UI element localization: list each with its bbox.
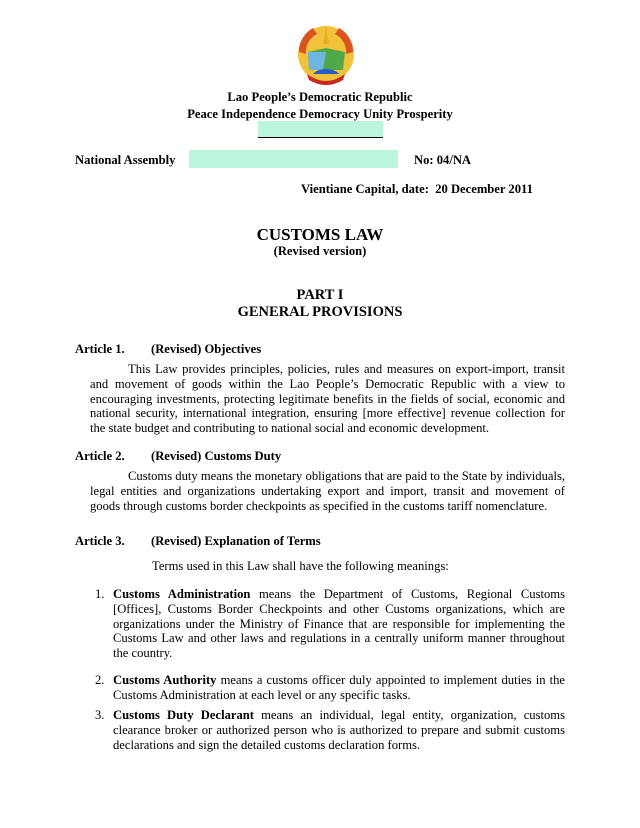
- law-number: No: 04/NA: [414, 153, 472, 167]
- article-3-heading: Article 3. (Revised) Explanation of Terms: [75, 534, 321, 548]
- term-item: 3. Customs Duty Declarant means an individual, legal entity, organization, customs clearance broker or authorized person who is authorized to prepare and submit customs declarations and sign the detailed customs declaration forms.: [95, 708, 565, 752]
- article-1-text: This Law provides principles, policies, rules and measures on export-import, transit and movement of goods within the Lao People’s Democratic Republic with a view to encouraging investments, protecting legitimate benefits in the fields of social, economic and national security, international integration, ensuring [more effective] revenue collection for the state budget and contributing to national social and economic development.: [90, 362, 565, 436]
- national-emblem: [293, 22, 359, 86]
- article-1-heading: Article 1. (Revised) Objectives: [75, 342, 262, 356]
- article-2-text: Customs duty means the monetary obligations that are paid to the State by individuals, legal entities and organizations undertaking export and import, transit and movement of goods through customs border checkpoints as specified in the customs tariff nomenclature.: [90, 469, 565, 513]
- term-item: 2. Customs Authority means a customs officer duly appointed to implement duties in the Customs Administration at each level or any specific tasks.: [95, 673, 565, 702]
- part-name: GENERAL PROVISIONS: [237, 304, 403, 320]
- date: Vientiane Capital, date: 20 December 2011: [301, 182, 533, 196]
- highlight-block: [189, 150, 398, 168]
- term-item: 1. Customs Administration means the Department of Customs, Regional Customs [Offices], Customs Border Checkpoints and other Customs organizations, which are organizations under the Ministry of Finance that are responsible for implementing the Customs Law and other laws and regulations in a centrally uniform manner throughout the country.: [95, 587, 565, 661]
- article-3-intro: Terms used in this Law shall have the following meanings:: [152, 559, 449, 573]
- document-subtitle: (Revised version): [273, 244, 367, 258]
- part-number: PART I: [296, 287, 344, 303]
- national-motto: Peace Independence Democracy Unity Prosperity: [187, 107, 453, 121]
- document-title: CUSTOMS LAW: [256, 225, 384, 244]
- article-2-heading: Article 2. (Revised) Customs Duty: [75, 449, 282, 463]
- motto-underline: [258, 121, 383, 138]
- country-name: Lao People’s Democratic Republic: [227, 90, 413, 104]
- issuer: National Assembly: [75, 153, 176, 167]
